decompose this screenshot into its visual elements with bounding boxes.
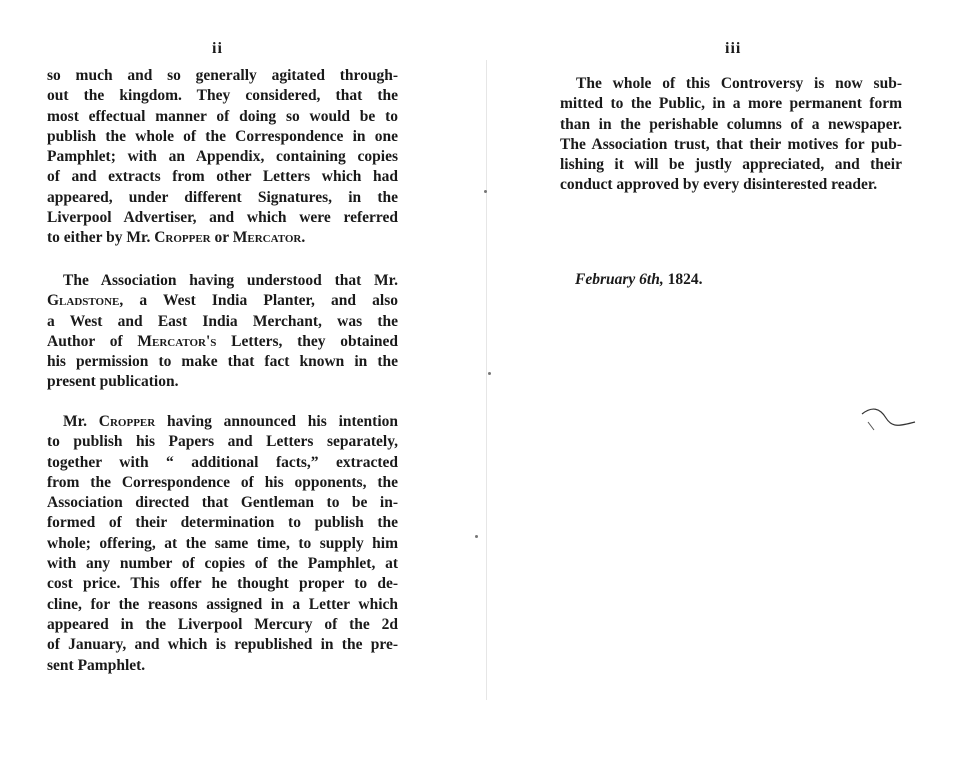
text-line: most effectual manner of doing so would be to	[47, 107, 398, 125]
left-paragraph-1	[47, 66, 398, 249]
text-line: with any number of copies of the Pamphlet, at	[47, 555, 398, 573]
pen-mark-icon	[860, 404, 920, 434]
text-line: of January, and which is republished in the pre-	[47, 636, 398, 654]
date-line: February 6th, 1824.	[575, 271, 703, 288]
right-page-number: iii	[725, 40, 742, 57]
text-line: a West and East India Merchant, was the	[47, 312, 398, 330]
text-line: mitted to the Public, in a more permanent form	[560, 95, 902, 113]
right-page	[490, 0, 980, 758]
text-line: together with “ additional facts,” extracted	[47, 453, 398, 471]
text-line: to either by Mr. Cropper or Mercator.	[47, 229, 306, 247]
text-line: present publication.	[47, 373, 179, 391]
text-line: cost price. This offer he thought proper to de-	[47, 575, 398, 593]
text-line: out the kingdom. They considered, that the	[47, 87, 398, 105]
text-line: so much and so generally agitated through-	[47, 67, 398, 84]
margin-mark	[484, 190, 487, 193]
text-line: The Association trust, that their motives for pub-	[560, 135, 902, 153]
text-line: from the Correspondence of his opponents, the	[47, 473, 398, 491]
margin-mark	[475, 535, 478, 538]
text-line: than in the perishable columns of a newspaper.	[560, 115, 902, 133]
text-line: his permission to make that fact known in the	[47, 353, 398, 371]
text-line: Gladstone, a West India Planter, and also	[47, 292, 398, 310]
text-line: Association directed that Gentleman to be in-	[47, 494, 398, 512]
right-paragraph	[560, 74, 902, 196]
text-line: lishing it will be justly appreciated, and their	[560, 156, 902, 174]
text-line: Pamphlet; with an Appendix, containing copies	[47, 148, 398, 166]
text-line: formed of their determination to publish the	[47, 514, 398, 532]
text-line: Author of Mercator's Letters, they obtained	[47, 332, 399, 350]
text-line: to publish his Papers and Letters separately,	[47, 433, 398, 451]
text-line: appeared in the Liverpool Mercury of the 2d	[47, 615, 398, 633]
text-line: whole; offering, at the same time, to supply him	[47, 534, 398, 552]
text-line: cline, for the reasons assigned in a Letter which	[47, 595, 398, 613]
left-paragraph-3	[47, 412, 398, 676]
text-line: appeared, under different Signatures, in the	[47, 188, 398, 206]
text-line: Liverpool Advertiser, and which were referred	[47, 209, 398, 227]
text-line: Mr. Cropper having announced his intention	[63, 413, 398, 430]
text-line: The whole of this Controversy is now sub-	[576, 75, 902, 92]
text-line: publish the whole of the Correspondence in one	[47, 127, 398, 145]
text-line: conduct approved by every disinterested reader.	[560, 176, 878, 194]
left-paragraph-2	[47, 271, 398, 393]
left-page-number: ii	[212, 40, 223, 57]
text-line: The Association having understood that Mr.	[63, 272, 398, 289]
text-line: of and extracts from other Letters which had	[47, 168, 398, 186]
text-line: sent Pamphlet.	[47, 656, 146, 674]
margin-mark	[488, 372, 491, 375]
